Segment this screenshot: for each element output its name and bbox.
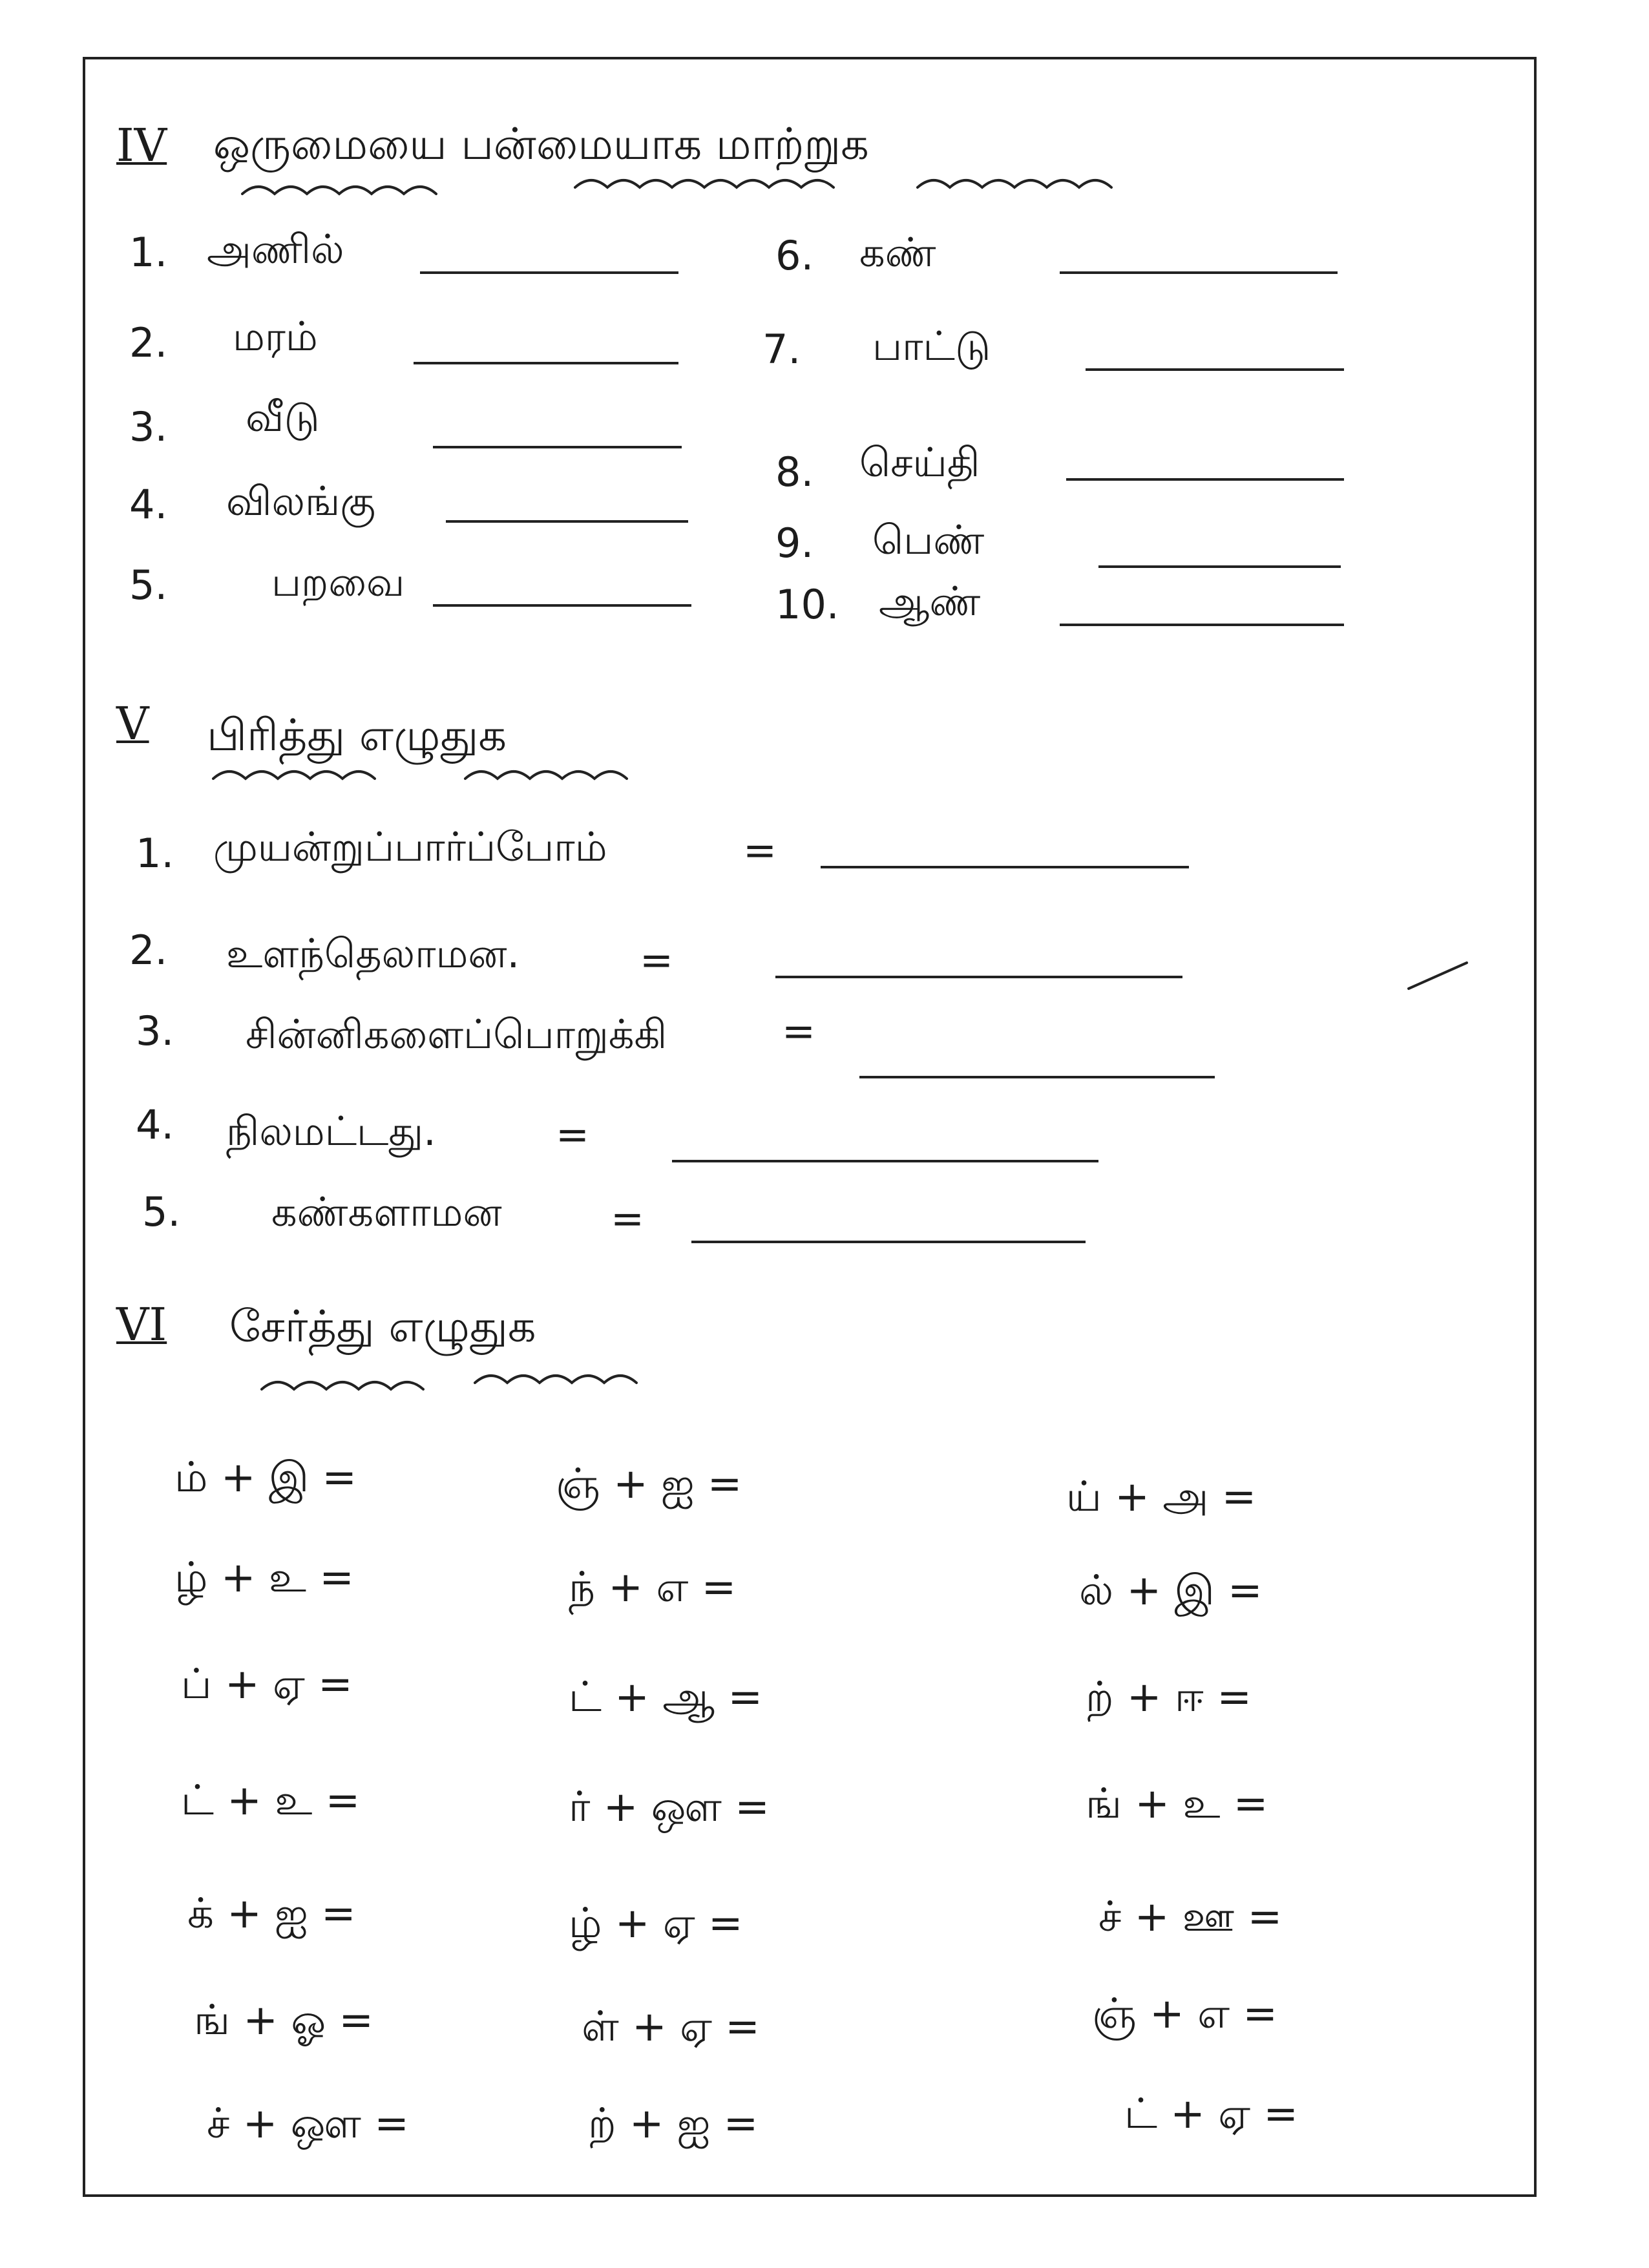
item-word: செய்தி [859,439,980,486]
answer-blank[interactable] [672,1160,1098,1162]
section-4-title: ஒருமையை பன்மையாக மாற்றுக [213,119,869,170]
combine-item: ற் + ஐ = [588,2100,759,2148]
combine-item: ற் + ஈ = [1086,1674,1252,1721]
answer-blank[interactable] [1086,368,1344,371]
item-word: முயன்றுப்பார்ப்போம் [213,823,607,870]
section-6-numeral: VI [116,1298,167,1351]
answer-blank[interactable] [446,520,688,523]
combine-item: ர் + ஔ = [569,1783,770,1831]
answer-blank[interactable] [775,976,1182,978]
combine-item: ப் + ஏ = [181,1661,353,1708]
answer-blank[interactable] [691,1241,1086,1243]
item-word: கண் [859,229,936,276]
answer-blank[interactable] [433,604,691,607]
combine-item: ஞ் + எ = [1092,1990,1277,2038]
item-number: 2. [129,927,168,974]
section-6-title: சேர்த்து எழுதுக [229,1301,536,1352]
item-word: நிலமட்டது. [226,1108,436,1155]
combine-item: ச் + ஊ = [1098,1893,1283,1941]
item-number: 4. [136,1101,174,1148]
item-word: பாட்டு [872,322,991,370]
equals-sign: = [640,936,673,983]
answer-blank[interactable] [1066,478,1344,481]
item-number: 3. [129,403,168,450]
item-number: 8. [775,448,814,496]
equals-sign: = [556,1111,589,1158]
combine-item: க் + ஐ = [187,1890,356,1938]
combine-item: ட் + ஆ = [569,1674,763,1721]
section-5-numeral: V [116,697,149,750]
answer-blank[interactable] [859,1076,1215,1078]
item-word: மரம் [233,313,318,360]
item-word: அணில் [207,226,344,273]
answer-blank[interactable] [420,271,678,274]
combine-item: ழ் + உ = [174,1554,354,1602]
combine-item: ந் + எ = [569,1564,737,1612]
combine-item: ய் + அ = [1066,1473,1257,1521]
answer-blank[interactable] [1060,624,1344,626]
combine-item: ட் + ஏ = [1124,2090,1299,2138]
combine-item: ழ் + ஏ = [569,1900,743,1948]
equals-sign: = [782,1007,815,1055]
combine-item: ட் + உ = [181,1777,361,1825]
item-word: பறவை [271,558,405,605]
combine-item: ங் + உ = [1086,1780,1268,1828]
item-number: 5. [142,1188,181,1235]
answer-blank[interactable] [1098,565,1341,568]
item-word: கண்களாமன [271,1188,502,1235]
item-word: உளந்தெலாமன. [226,930,520,977]
combine-item: ஞ் + ஐ = [556,1460,742,1508]
answer-blank[interactable] [433,446,682,448]
section-4-numeral: IV [116,119,167,172]
combine-item: ங் + ஓ = [194,1997,374,2044]
combine-item: ள் + ஏ = [582,2003,760,2051]
item-number: 9. [775,520,814,567]
item-number: 6. [775,232,814,279]
item-number: 2. [129,319,168,366]
combine-item: ல் + இ = [1079,1567,1263,1615]
equals-sign: = [743,826,777,874]
item-number: 1. [136,830,174,877]
answer-blank[interactable] [821,866,1189,868]
combine-item: ம் + இ = [174,1454,357,1502]
item-word: சின்னிகளைப்பொறுக்கி [246,1011,667,1058]
item-word: ஆண் [879,578,981,625]
item-word: பெண் [872,516,985,563]
item-number: 7. [762,326,801,373]
item-number: 4. [129,481,168,528]
item-word: விலங்கு [226,478,376,525]
item-number: 3. [136,1007,174,1055]
item-number: 1. [129,229,168,276]
item-number: 5. [129,562,168,609]
answer-blank[interactable] [1060,271,1338,274]
item-number: 10. [775,581,839,628]
combine-item: ச் + ஔ = [207,2100,409,2148]
section-5-title: பிரித்து எழுதுக [207,710,507,761]
equals-sign: = [611,1195,644,1242]
answer-blank[interactable] [414,362,678,364]
item-word: வீடு [246,394,320,441]
